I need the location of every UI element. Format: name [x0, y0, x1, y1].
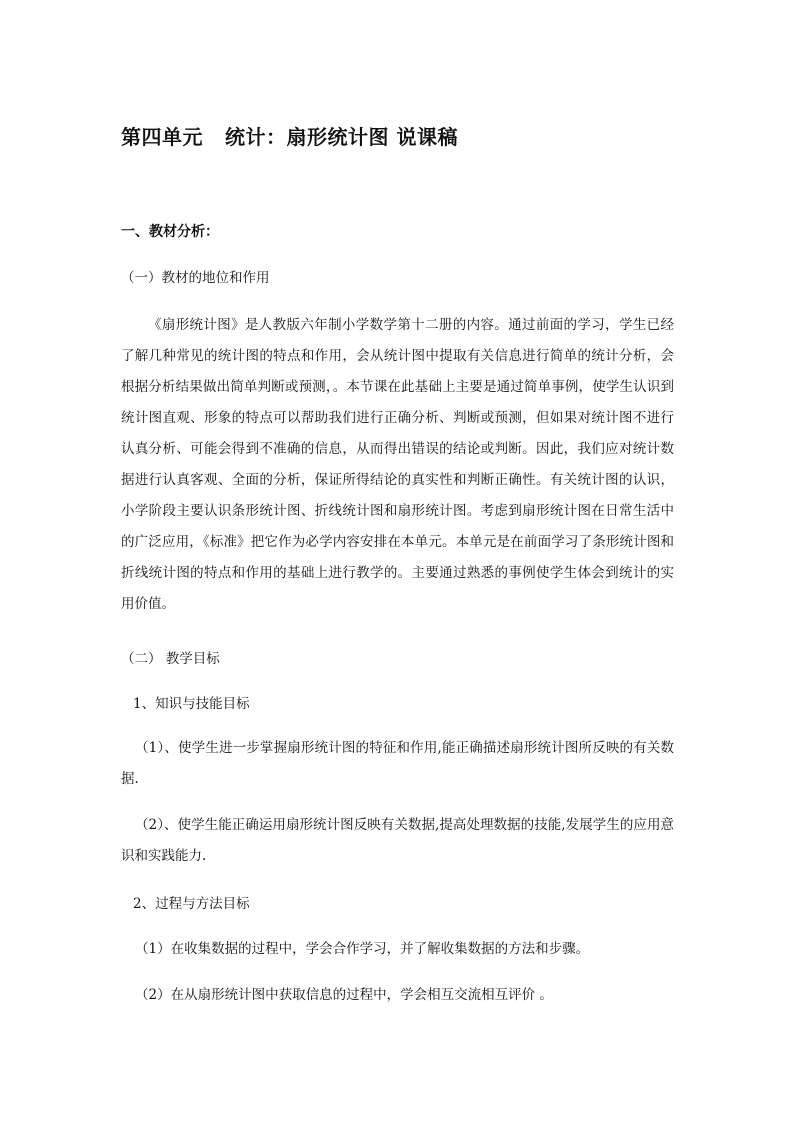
document-title — [121, 121, 458, 150]
goal-item-knowledge-1: （1）、使学生进一步掌握扇形统计图的特征和作用,能正确描述扇形统计图所反映的有关数据. — [121, 740, 674, 787]
goal-item-process-1: （1）在收集数据的过程中，学会合作学习，并了解收集数据的方法和步骤。 — [135, 941, 590, 957]
goal-item-knowledge-2: （2）、使学生能正确运用扇形统计图反映有关数据,提高处理数据的技能,发展学生的应用意识和实践能力. — [121, 817, 674, 864]
section-heading-textbook-analysis: 一、教材分析： — [121, 224, 219, 240]
paragraph-status-and-role: 《扇形统计图》是人教版六年制小学数学第十二册的内容。通过前面的学习，学生已经了解几种常见的统计图的特点和作用，会从统计图中提取有关信息进行简单的统计分析，会根据分析结果做出简单判断或预测，。本节课在此基础上主要是通过简单事例，使学生认识到统计图直观、形象的特点可以帮助我们进行正确分析、判断或预测，但如果对统计图不进行认真分析、可能会得到不准确的信息，从而得出错误的结论或判断。因此，我们应对统计数据进行认真客观、全面的分析，保证所得结论的真实性和判断正确性。有关统计图的认识，小学阶段主要认识条形统计图、折线统计图和扇形统计图。考虑到扇形统计图在日常生活中的广泛应用，《标准》把它作为必学内容安排在本单元。本单元是在前面学习了条形统计图和折线统计图的特点和作用的基础上进行教学的。主要通过熟悉的事例使学生体会到统计的实用价值。 — [121, 317, 674, 612]
title-unit: 第四单元 — [121, 125, 203, 149]
goal-heading-knowledge-skills: 1、知识与技能目标 — [133, 696, 250, 712]
goal-item-process-2: （2）在从扇形统计图中获取信息的过程中，学会相互交流相互评价 。 — [135, 987, 553, 1003]
subheading-status-and-role: （一）教材的地位和作用 — [121, 270, 270, 286]
goal-heading-process-method: 2、过程与方法目标 — [133, 896, 250, 912]
subheading-teaching-goals: （二） 教学目标 — [121, 651, 220, 667]
title-topic: 统计：扇形统计图 说课稿 — [225, 125, 458, 149]
